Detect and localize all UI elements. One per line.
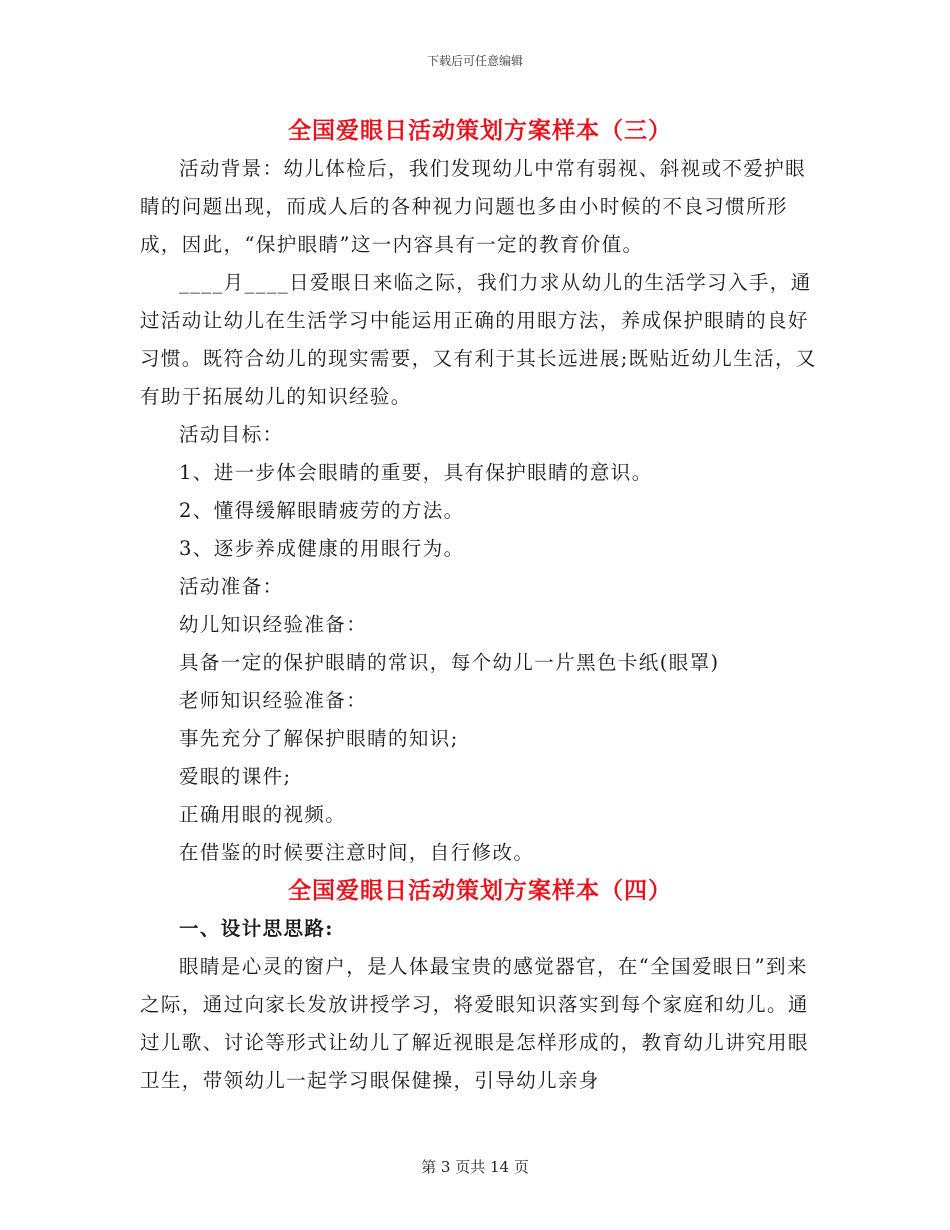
goal-item: 1、进一步体会眼睛的重要，具有保护眼睛的意识。: [179, 461, 653, 484]
teacher-prep-label: 老师知识经验准备：: [179, 689, 368, 712]
goals-label: 活动目标：: [179, 423, 284, 446]
child-prep-label: 幼儿知识经验准备：: [179, 613, 368, 636]
section-4-heading: 一、设计思思路:: [179, 917, 334, 940]
intro-paragraph: ____月____日爱眼日来临之际，我们力求从幼儿的生活学习入手，通过活动让幼儿在生活学习中能运用正确的用眼方法，养成保护眼睛的良好习惯。既符合幼儿的现实需要，又有利于其长远进展;既贴近幼儿生活，又有助于拓展幼儿的知识经验。: [140, 271, 817, 408]
design-paragraph: 眼睛是心灵的窗户，是人体最宝贵的感觉器官，在“全国爱眼日”到来之际，通过向家长发放讲授学习，将爱眼知识落实到每个家庭和幼儿。通过儿歌、讨论等形式让幼儿了解近视眼是怎样形成的，教育幼儿讲究用眼卫生，带领幼儿一起学习眼保健操，引导幼儿亲身: [140, 955, 809, 1092]
child-prep-text: 具备一定的保护眼睛的常识，每个幼儿一片黑色卡纸(眼罩): [179, 651, 720, 674]
section-3-title: 全国爱眼日活动策划方案样本（三）: [288, 117, 672, 144]
note-text: 在借鉴的时候要注意时间，自行修改。: [179, 841, 535, 864]
section-4-title: 全国爱眼日活动策划方案样本（四）: [288, 877, 672, 904]
goal-item: 2、懂得缓解眼睛疲劳的方法。: [179, 499, 465, 522]
teacher-prep-item: 事先充分了解保护眼睛的知识;: [179, 727, 459, 750]
teacher-prep-item: 正确用眼的视频。: [179, 803, 347, 826]
page-header: 下载后可任意编辑: [426, 54, 523, 68]
prep-label: 活动准备：: [179, 575, 284, 598]
document-body: [140, 112, 820, 1100]
goal-item: 3、逐步养成健康的用眼行为。: [179, 537, 465, 560]
page-footer: 第 3 页共 14 页: [421, 1158, 529, 1176]
background-paragraph: 活动背景：幼儿体检后，我们发现幼儿中常有弱视、斜视或不爱护眼睛的问题出现，而成人后的各种视力问题也多由小时候的不良习惯所形成，因此，“保护眼睛”这一内容具有一定的教育价值。: [140, 157, 807, 256]
teacher-prep-item: 爱眼的课件;: [179, 765, 292, 788]
